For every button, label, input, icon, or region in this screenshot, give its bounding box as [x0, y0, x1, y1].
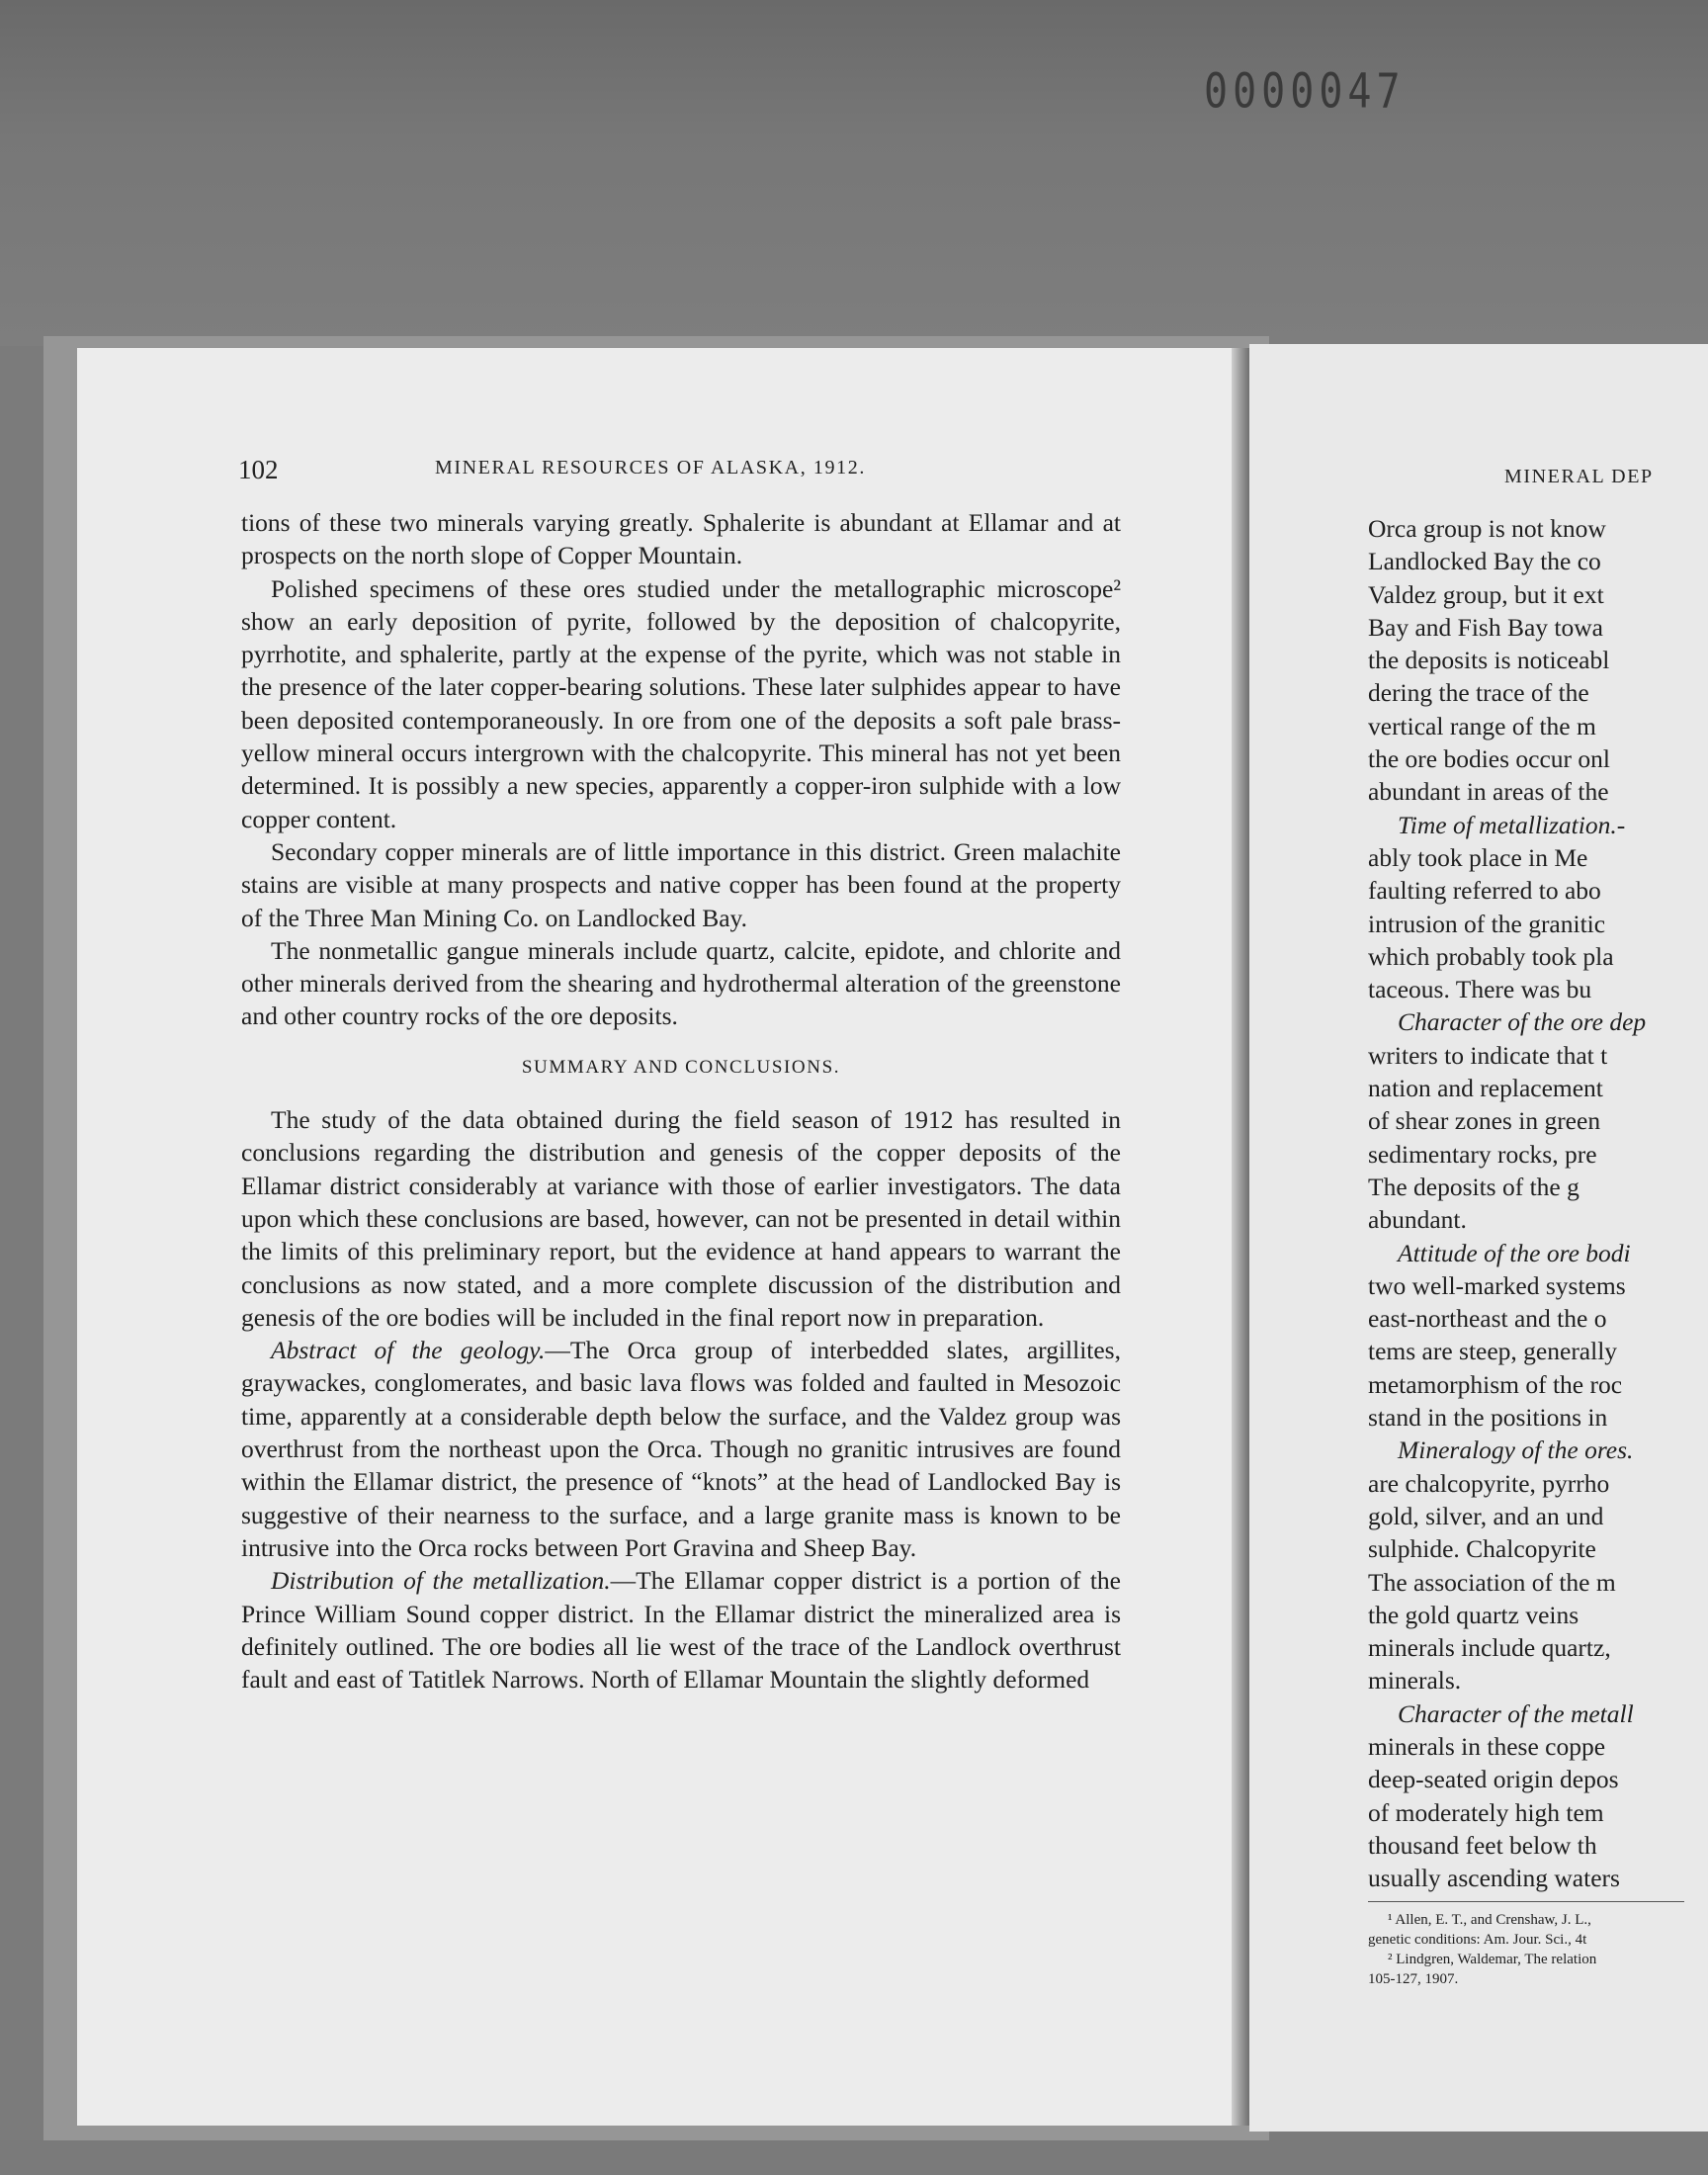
right-page-line: taceous. There was bu — [1368, 975, 1592, 1004]
right-page-line: sedimentary rocks, pre — [1368, 1139, 1597, 1169]
right-page-line: The deposits of the g — [1368, 1172, 1580, 1201]
right-page-line: Landlocked Bay the co — [1368, 547, 1601, 576]
footnote-rule — [1368, 1901, 1684, 1902]
right-page-line: two well-marked systems — [1368, 1270, 1626, 1300]
right-page-line: Bay and Fish Bay towa — [1368, 612, 1603, 642]
right-page-line: intrusion of the granitic — [1368, 909, 1606, 938]
paragraph-4: The nonmetallic gangue minerals include quartz, calcite, epidote, and chlorite and other minerals derived from the shearing and hydrothermal alteration of the greenstone and other country rocks of the ore deposits. — [241, 935, 1121, 1031]
right-page-line: Time of metallization.- — [1398, 810, 1626, 839]
right-page-line: minerals. — [1368, 1666, 1462, 1696]
paragraph-3: Secondary copper minerals are of little importance in this district. Green malachite stains are visible at many prospects and native copper has been found at the property of the Three Man Mining Co. on Landlocked Bay. — [241, 836, 1121, 932]
paragraph-6 — [241, 1334, 1121, 1564]
right-page-line: The association of the m — [1368, 1567, 1616, 1597]
scan-background-top — [0, 0, 1708, 346]
right-page-line: faulting referred to abo — [1368, 876, 1601, 906]
right-page-line: tems are steep, generally — [1368, 1337, 1618, 1366]
right-page-line: the deposits is noticeabl — [1368, 646, 1610, 675]
paragraph-6-body: —The Orca group of interbedded slates, argillites, graywackes, conglomerates, and basic lava flows was folded and faulted in Mesozoic time, apparently at a considerable depth below the surface, and the Valdez group was overthrust from the northeast upon the Orca. Though no granitic intrusives are found within the Ellamar district, the presence of “knots” at the head of Landlocked Bay is suggestive of their nearness to the surface, and a large granite mass is known to be intrusive into the Orca rocks between Port Gravina and Sheep Bay. — [241, 1336, 1121, 1562]
paragraph-7 — [241, 1564, 1121, 1696]
paragraph-6-title: Abstract of the geology. — [271, 1336, 546, 1365]
footnote-line: genetic conditions: Am. Jour. Sci., 4t — [1368, 1932, 1587, 1949]
paragraph-5: The study of the data obtained during the field season of 1912 has resulted in conclusions regarding the distribution and genesis of the copper deposits of the Ellamar district considerably at variance with those of earlier investigators. The data upon which these conclusions are based, however, can not be presented in detail within the limits of this preliminary report, but the evidence at hand appears to warrant the conclusions as now stated, and a more complete discussion of the distribution and genesis of the ore bodies will be included in the final report now in preparation. — [241, 1105, 1121, 1332]
right-page-line: of moderately high tem — [1368, 1797, 1604, 1827]
right-page-line: writers to indicate that t — [1368, 1040, 1608, 1070]
right-page-line: ably took place in Me — [1368, 842, 1588, 872]
right-page-line: Orca group is not know — [1368, 514, 1606, 543]
archive-stamp-number: 0000047 — [1204, 64, 1406, 120]
right-page-line: minerals in these coppe — [1368, 1731, 1606, 1761]
right-page-line: Character of the ore dep — [1398, 1007, 1647, 1037]
paragraph-7-body: —The Ellamar copper district is a portion of the Prince William Sound copper district. In the Ellamar district the mineralized area is definitely outlined. The ore bodies all lie west of the trace of the Landlock overthrust fault and east of Tatitlek Narrows. North of Ellamar Mountain the slightly deformed — [241, 1566, 1121, 1695]
right-page-line: Valdez group, but it ext — [1368, 579, 1604, 609]
right-page-line: are chalcopyrite, pyrrho — [1368, 1468, 1610, 1498]
right-page-line: thousand feet below th — [1368, 1830, 1597, 1860]
running-head: MINERAL RESOURCES OF ALASKA, 1912. — [435, 457, 866, 478]
right-page-line: of shear zones in green — [1368, 1106, 1601, 1136]
right-page-line: Attitude of the ore bodi — [1398, 1238, 1631, 1267]
right-page-line: deep-seated origin depos — [1368, 1765, 1619, 1794]
right-page-line: abundant. — [1368, 1205, 1467, 1235]
right-page-line: gold, silver, and an und — [1368, 1501, 1604, 1530]
page-number: 102 — [238, 455, 279, 484]
right-page-line: usually ascending waters — [1368, 1864, 1620, 1893]
right-page — [1249, 344, 1708, 2132]
right-page-line: nation and replacement — [1368, 1074, 1603, 1103]
paragraph-2: Polished specimens of these ores studied under the metallographic microscope² show an early deposition of pyrite, followed by the deposition of chalcopyrite, pyrrhotite, and sphalerite, partly at the expense of the pyrite, which was not stable in the presence of the later copper-bearing solutions. These later sulphides appear to have been deposited contemporaneously. In ore from one of the deposits a soft pale brass-yellow mineral occurs intergrown with the chalcopyrite. This mineral has not yet been determined. It is possibly a new species, apparently a copper-iron sulphide with a low copper content. — [241, 573, 1121, 833]
right-page-line: the gold quartz veins — [1368, 1600, 1580, 1629]
right-page-line: vertical range of the m — [1368, 711, 1596, 740]
right-page-line: the ore bodies occur onl — [1368, 744, 1611, 774]
right-page-line: Character of the metall — [1398, 1698, 1634, 1728]
footnote-line: ² Lindgren, Waldemar, The relation — [1388, 1952, 1597, 1968]
right-page-line: stand in the positions in — [1368, 1403, 1608, 1433]
book-gutter — [1232, 348, 1249, 2126]
right-page-line: abundant in areas of the — [1368, 777, 1609, 807]
left-page-body — [241, 506, 1121, 1696]
footnote-line: 105-127, 1907. — [1368, 1971, 1459, 1988]
right-page-line: minerals include quartz, — [1368, 1633, 1611, 1663]
right-page-line: sulphide. Chalcopyrite — [1368, 1534, 1596, 1564]
paragraph-7-title: Distribution of the metallization. — [271, 1566, 611, 1596]
section-heading: SUMMARY AND CONCLUSIONS. — [521, 1056, 841, 1078]
footnote-line: ¹ Allen, E. T., and Crenshaw, J. L., — [1388, 1912, 1591, 1929]
paragraph-1: tions of these two minerals varying greatly. Sphalerite is abundant at Ellamar and at prospects on the north slope of Copper Mountain. — [241, 508, 1121, 570]
right-page-line: which probably took pla — [1368, 941, 1614, 971]
right-page-line: metamorphism of the roc — [1368, 1369, 1623, 1399]
right-running-head: MINERAL DEP — [1504, 466, 1654, 487]
right-page-body — [1368, 512, 1708, 1989]
scan-background-bottom — [0, 2140, 1708, 2175]
right-page-line: Mineralogy of the ores. — [1398, 1436, 1634, 1465]
right-page-line: east-northeast and the o — [1368, 1304, 1607, 1334]
right-page-line: dering the trace of the — [1368, 678, 1589, 708]
